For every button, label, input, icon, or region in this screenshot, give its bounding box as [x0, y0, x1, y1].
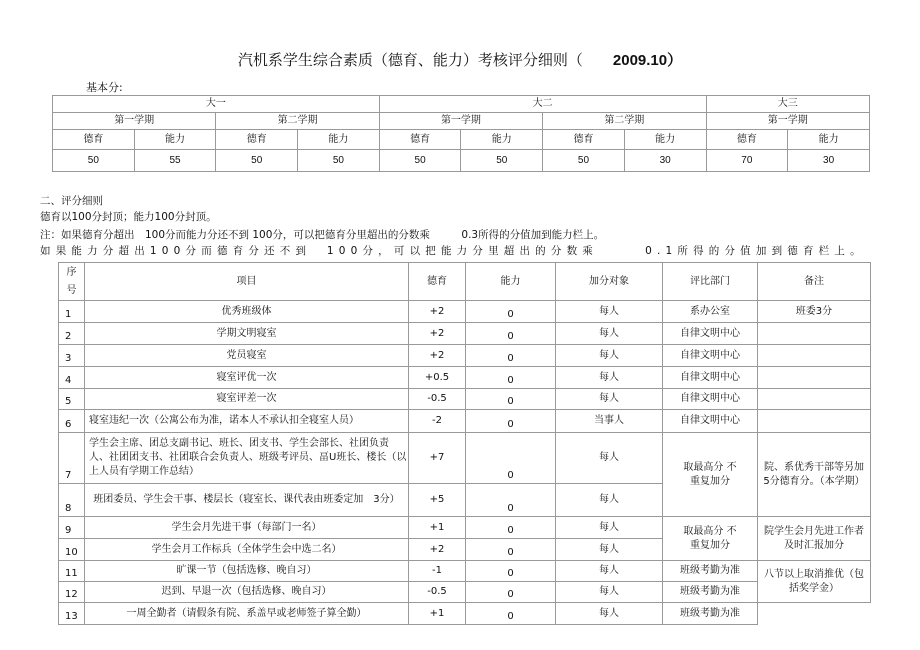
- table-row: [59, 603, 871, 625]
- row-target: 每人: [556, 433, 663, 484]
- cap-rule: 德育以100分封顶；能力100分封顶。: [40, 211, 217, 223]
- row-note: 班委3分: [758, 301, 871, 323]
- note-2: 如果能力分超出100分而德育分还不到 100分，可以把能力分里超出的分数乘 0.1所得的分值加到德育栏上。: [40, 245, 866, 257]
- basic-score-label: 基本分:: [86, 81, 123, 94]
- row-number: 9: [59, 517, 85, 539]
- row-note: 院学生会月先进工作者及时汇报加分: [758, 517, 871, 561]
- row-target: 每人: [556, 323, 663, 345]
- row-de-score: -1: [409, 561, 466, 582]
- header-de: 德育: [409, 263, 466, 301]
- document-title: [0, 49, 920, 70]
- row-neng-score: 0: [466, 517, 556, 539]
- row-target: 当事人: [556, 410, 663, 433]
- title-text: 汽机系学生综合素质（德育、能力）考核评分细则（: [237, 51, 583, 69]
- row-number: 4: [59, 367, 85, 389]
- table-row: [59, 345, 871, 367]
- section-heading: 二、评分细则: [40, 195, 103, 207]
- row-number: 5: [59, 389, 85, 410]
- row-de-score: +2: [409, 539, 466, 561]
- row-dept: 班级考勤为准: [663, 603, 758, 625]
- score-type-header: 德育: [543, 130, 625, 150]
- table-row: [59, 561, 871, 582]
- row-item: 党员寝室: [85, 345, 409, 367]
- row-item: 学期文明寝室: [85, 323, 409, 345]
- note-1: 注：如果德育分超出 100分而能力分还不到 100分，可以把德育分里超出的分数乘 0.3所得的分值加到能力栏上。: [40, 229, 605, 241]
- header-item: 项目: [85, 263, 409, 301]
- semester-header: 第二学期: [216, 113, 379, 130]
- row-number: 11: [59, 561, 85, 582]
- row-number: 1: [59, 301, 85, 323]
- row-number: 8: [59, 484, 85, 517]
- row-neng-score: 0: [466, 389, 556, 410]
- score-type-header: 能力: [134, 130, 216, 150]
- header-no: 序号: [59, 263, 85, 301]
- title-date: 2009.10）: [612, 52, 683, 69]
- row-dept: 自律文明中心: [663, 389, 758, 410]
- basic-score-value: 50: [379, 150, 461, 172]
- row-de-score: +5: [409, 484, 466, 517]
- score-type-header: 德育: [706, 130, 788, 150]
- row-note: [758, 410, 871, 433]
- row-neng-score: 0: [466, 301, 556, 323]
- score-type-header: 德育: [379, 130, 461, 150]
- basic-score-value: 50: [53, 150, 135, 172]
- table-row: [59, 410, 871, 433]
- year-header: 大三: [706, 96, 870, 113]
- row-neng-score: 0: [466, 603, 556, 625]
- basic-score-value: 50: [298, 150, 380, 172]
- row-target: 每人: [556, 301, 663, 323]
- row-number: 2: [59, 323, 85, 345]
- header-dept: 评比部门: [663, 263, 758, 301]
- table-row: [59, 517, 871, 539]
- row-number: 12: [59, 582, 85, 603]
- row-item: 学生会主席、团总支副书记、班长、团支书、学生会部长、社团负责人、社团团支书、社团联合会负责人、班级考评员、畐U班长、楼长（以上人员有学期工作总结）: [85, 433, 409, 484]
- row-de-score: +1: [409, 603, 466, 625]
- row-dept: 自律文明中心: [663, 367, 758, 389]
- row-target: 每人: [556, 539, 663, 561]
- row-target: 每人: [556, 603, 663, 625]
- row-dept: 自律文明中心: [663, 410, 758, 433]
- basic-score-value: 30: [624, 150, 706, 172]
- row-neng-score: 0: [466, 539, 556, 561]
- row-dept: 系办公室: [663, 301, 758, 323]
- score-type-header: 能力: [624, 130, 706, 150]
- row-item: 一周全勤者（请假条有院、系盖早或老师签子算全勤）: [85, 603, 409, 625]
- row-number: 7: [59, 433, 85, 484]
- year-header: 大二: [379, 96, 706, 113]
- row-target: 每人: [556, 517, 663, 539]
- row-de-score: +1: [409, 517, 466, 539]
- basic-score-value: 55: [134, 150, 216, 172]
- row-neng-score: 0: [466, 323, 556, 345]
- row-note: [758, 323, 871, 345]
- table-row: [59, 323, 871, 345]
- score-type-header: 德育: [53, 130, 135, 150]
- score-type-header: 德育: [216, 130, 298, 150]
- row-neng-score: 0: [466, 561, 556, 582]
- semester-header: 第一学期: [706, 113, 870, 130]
- row-item: 寝室评优一次: [85, 367, 409, 389]
- row-number: 6: [59, 410, 85, 433]
- year-header: 大一: [53, 96, 380, 113]
- basic-score-value: 30: [788, 150, 870, 172]
- basic-score-value: 70: [706, 150, 788, 172]
- semester-header: 第一学期: [379, 113, 542, 130]
- row-target: 每人: [556, 345, 663, 367]
- row-item: 寝室违纪一次（公寓公布为准，诺本人不承认扣全寝室人员）: [85, 410, 409, 433]
- table-row: [59, 367, 871, 389]
- row-neng-score: 0: [466, 433, 556, 484]
- row-item: 寝室评差一次: [85, 389, 409, 410]
- score-type-header: 能力: [788, 130, 870, 150]
- row-note: [758, 345, 871, 367]
- row-target: 每人: [556, 582, 663, 603]
- row-neng-score: 0: [466, 582, 556, 603]
- basic-score-table: [52, 95, 870, 172]
- row-item: 学生会月先进干事（每部门一名）: [85, 517, 409, 539]
- row-dept: 取最高分 不重复加分: [663, 517, 758, 561]
- row-target: 每人: [556, 561, 663, 582]
- score-type-header: 能力: [298, 130, 380, 150]
- table-row: [59, 433, 871, 484]
- scoring-detail-table: [58, 262, 871, 625]
- table-row: [59, 301, 871, 323]
- table-row: [59, 582, 871, 603]
- header-target: 加分对象: [556, 263, 663, 301]
- row-de-score: +2: [409, 301, 466, 323]
- table-row: [59, 389, 871, 410]
- basic-score-value: 50: [461, 150, 543, 172]
- row-item: 班团委员、学生会干事、楼层长（寝室长、课代表由班委定加 3分）: [85, 484, 409, 517]
- row-de-score: -2: [409, 410, 466, 433]
- row-dept: 取最高分 不重复加分: [663, 433, 758, 517]
- row-item: 学生会月工作标兵（全体学生会中选二名）: [85, 539, 409, 561]
- basic-score-value: 50: [543, 150, 625, 172]
- row-neng-score: 0: [466, 410, 556, 433]
- row-target: 每人: [556, 367, 663, 389]
- row-note: 八节以上取消推优（包括奖学金）: [758, 561, 871, 603]
- semester-header: 第一学期: [53, 113, 216, 130]
- row-de-score: +7: [409, 433, 466, 484]
- row-dept: 自律文明中心: [663, 345, 758, 367]
- row-de-score: +2: [409, 345, 466, 367]
- row-de-score: -0.5: [409, 389, 466, 410]
- basic-score-value: 50: [216, 150, 298, 172]
- row-de-score: +0.5: [409, 367, 466, 389]
- row-neng-score: 0: [466, 484, 556, 517]
- row-note: 院、系优秀干部等另加5分德育分。（本学期）: [758, 433, 871, 517]
- row-number: 10: [59, 539, 85, 561]
- row-target: 每人: [556, 389, 663, 410]
- row-item: 旷课一节（包括选修、晚自习）: [85, 561, 409, 582]
- row-dept: 班级考勤为准: [663, 582, 758, 603]
- semester-header: 第二学期: [543, 113, 706, 130]
- row-item: 优秀班级体: [85, 301, 409, 323]
- row-neng-score: 0: [466, 367, 556, 389]
- row-target: 每人: [556, 484, 663, 517]
- row-neng-score: 0: [466, 345, 556, 367]
- header-note: 备注: [758, 263, 871, 301]
- row-de-score: +2: [409, 323, 466, 345]
- row-de-score: -0.5: [409, 582, 466, 603]
- row-dept: 班级考勤为准: [663, 561, 758, 582]
- row-note: [758, 367, 871, 389]
- row-item: 迟到、早退一次（包括选修、晚自习）: [85, 582, 409, 603]
- score-type-header: 能力: [461, 130, 543, 150]
- row-number: 3: [59, 345, 85, 367]
- row-dept: 自律文明中心: [663, 323, 758, 345]
- row-note: [758, 389, 871, 410]
- row-number: 13: [59, 603, 85, 625]
- header-neng: 能力: [466, 263, 556, 301]
